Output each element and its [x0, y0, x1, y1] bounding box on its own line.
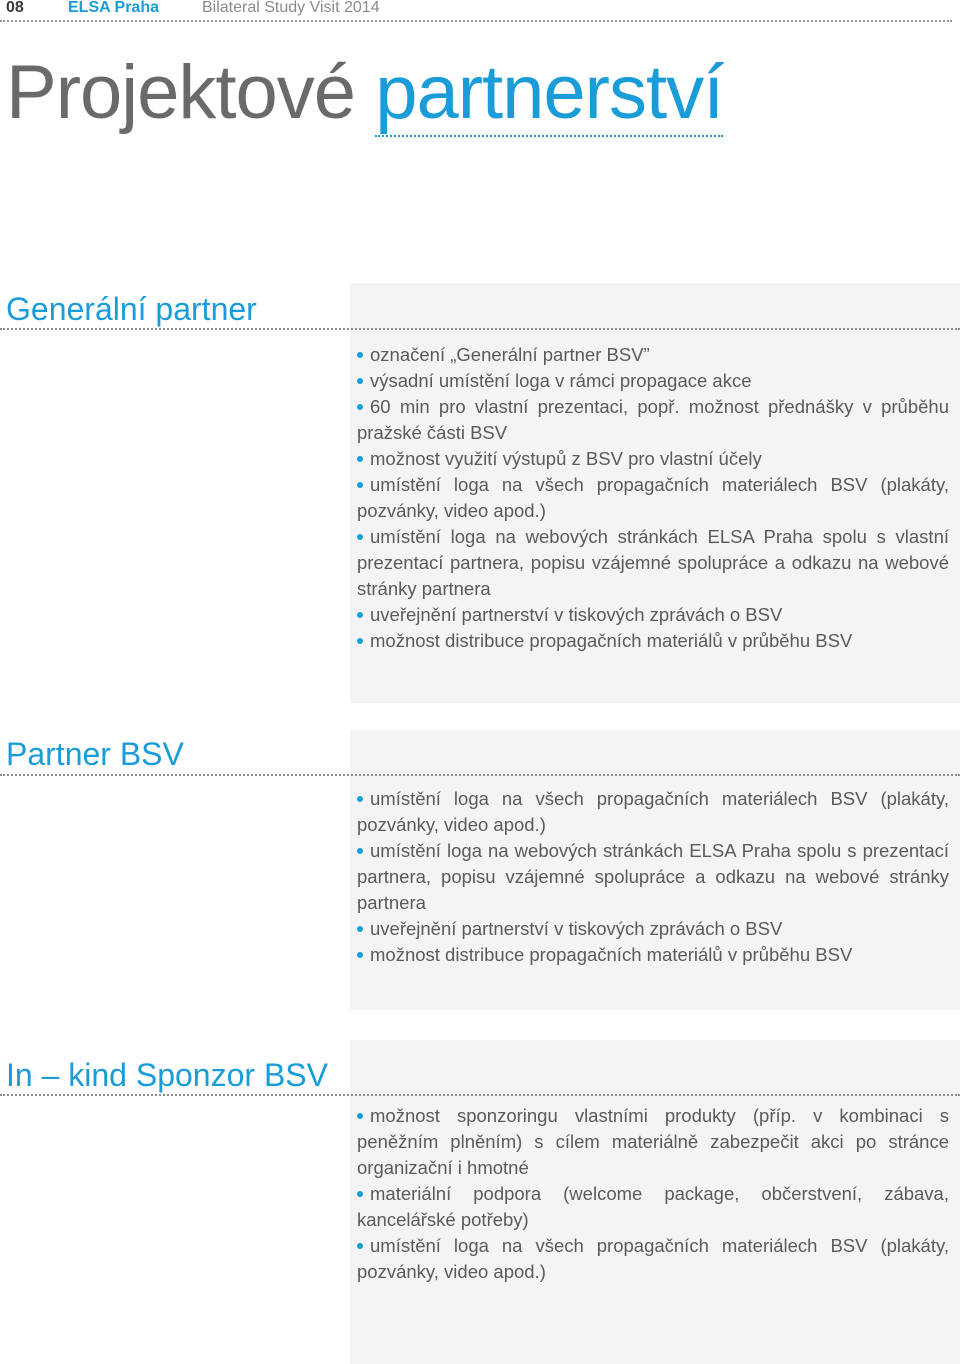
section-divider: [0, 328, 960, 330]
list-item: označení „Generální partner BSV”: [357, 342, 949, 368]
bullet-icon: [357, 378, 363, 384]
bullet-icon: [357, 796, 363, 802]
page-header: [0, 0, 952, 22]
bullet-icon: [357, 1243, 363, 1249]
bullet-icon: [357, 612, 363, 618]
bullet-icon: [357, 482, 363, 488]
list-item: možnost využití výstupů z BSV pro vlastní účely: [357, 446, 949, 472]
bullet-icon: [357, 534, 363, 540]
benefit-list-partner-bsv: [357, 786, 949, 968]
section-divider: [0, 1094, 960, 1096]
bullet-icon: [357, 1113, 363, 1119]
list-item: uveřejnění partnerství v tiskových zprávách o BSV: [357, 916, 949, 942]
section-divider: [0, 774, 960, 776]
bullet-icon: [357, 848, 363, 854]
bullet-icon: [357, 456, 363, 462]
list-item: možnost distribuce propagačních materiálů v průběhu BSV: [357, 628, 949, 654]
list-item: umístění loga na všech propagačních materiálech BSV (plakáty, pozvánky, video apod.): [357, 788, 949, 835]
benefit-list-general-partner: [357, 342, 949, 654]
list-item: uveřejnění partnerství v tiskových zprávách o BSV: [357, 602, 949, 628]
bullet-icon: [357, 926, 363, 932]
bullet-icon: [357, 352, 363, 358]
page-title-accent: partnerství: [375, 50, 724, 135]
list-item: výsadní umístění loga v rámci propagace akce: [357, 368, 949, 394]
section-heading-partner-bsv: Partner BSV: [6, 736, 184, 772]
bullet-icon: [357, 952, 363, 958]
bullet-icon: [357, 638, 363, 644]
section-heading-general-partner: Generální partner: [6, 291, 257, 327]
list-item: 60 min pro vlastní prezentaci, popř. možnost přednášky v průběhu pražské části BSV: [357, 396, 949, 443]
list-item: umístění loga na webových stránkách ELSA Praha spolu s prezentací partnera, popisu vzájemné spolupráce a odkazu na webové stránky partnera: [357, 840, 949, 913]
page-number: 08: [6, 0, 24, 16]
section-heading-inkind-sponsor: In – kind Sponzor BSV: [6, 1057, 328, 1093]
list-item: umístění loga na webových stránkách ELSA Praha spolu s vlastní prezentací partnera, popisu vzájemné spolupráce a odkazu na webové stránky partnera: [357, 526, 949, 599]
list-item: možnost distribuce propagačních materiálů v průběhu BSV: [357, 942, 949, 968]
bullet-icon: [357, 1191, 363, 1197]
list-item: umístění loga na všech propagačních materiálech BSV (plakáty, pozvánky, video apod.): [357, 474, 949, 521]
bullet-icon: [357, 404, 363, 410]
organization-name: ELSA Praha: [68, 0, 159, 16]
benefit-list-inkind-sponsor: [357, 1103, 949, 1285]
page-title: [6, 48, 723, 138]
document-subtitle: Bilateral Study Visit 2014: [202, 0, 380, 16]
list-item: umístění loga na všech propagačních materiálech BSV (plakáty, pozvánky, video apod.): [357, 1235, 949, 1282]
page-title-part1: Projektové: [6, 50, 376, 135]
list-item: materiální podpora (welcome package, občerstvení, zábava, kancelářské potřeby): [357, 1183, 949, 1230]
list-item: možnost sponzoringu vlastními produkty (příp. v kombinaci s peněžním plněním) s cílem materiálně zabezpečit akci po stránce organizační i hmotné: [357, 1105, 949, 1178]
